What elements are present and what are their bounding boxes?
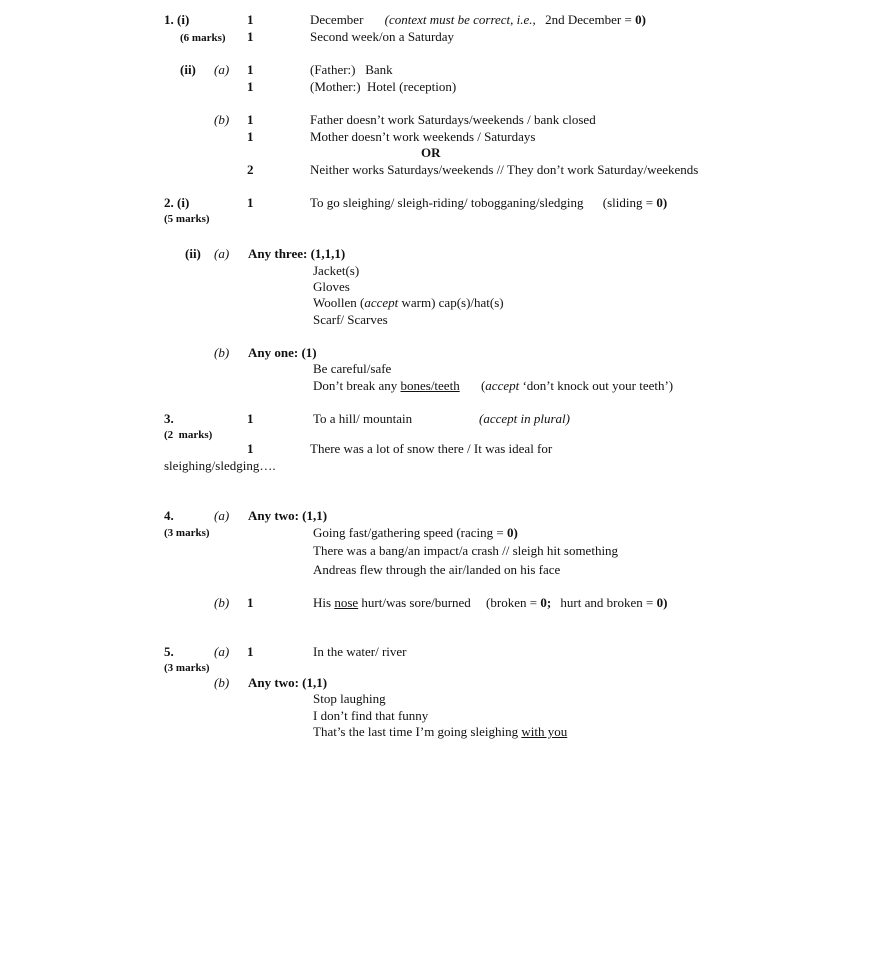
q1-ii-a-line2: (Mother:) Hotel (reception) [310, 79, 457, 94]
list-item [313, 724, 567, 740]
q5-number: 5. [164, 644, 174, 659]
q1-marks: (6 marks) [180, 32, 226, 44]
q1-ii-a-mark1: 1 [247, 62, 254, 77]
q3-mark2: 1 [247, 441, 254, 456]
list-item: Jacket(s) [313, 263, 360, 278]
q1-ii-a-mark2: 1 [247, 79, 254, 94]
q4-b-line [313, 595, 667, 611]
q1-ii-a-label: (a) [214, 62, 230, 77]
list-item [313, 378, 673, 394]
q4-b-label: (b) [214, 595, 230, 610]
q2-marks: (5 marks) [164, 213, 210, 225]
list-item [313, 295, 504, 311]
q5-b-heading: Any two: (1,1) [248, 675, 328, 690]
q1-i-line1 [310, 12, 646, 28]
q1-ii-b-label: (b) [214, 112, 230, 127]
list-item: There was a bang/an impact/a crash // sleigh hit something [313, 543, 619, 558]
q4-a-heading: Any two: (1,1) [248, 508, 328, 523]
q5-b-item3-pre: That’s the last time I’m going sleighing [313, 724, 522, 739]
q1-ii-b-mark1: 1 [247, 112, 254, 127]
q3-marks: (2 marks) [164, 429, 213, 441]
q1-ii-b-line3: Neither works Saturdays/weekends // They don’t work Saturday/weekends [310, 162, 699, 177]
q1-ii-label: (ii) [180, 62, 196, 77]
q3-line2-cont: sleighing/sledging…. [164, 458, 276, 473]
q2-i-answer: To go sleighing/ sleigh-riding/ tobogganing/sledging [310, 195, 584, 210]
list-item: Be careful/safe [313, 361, 392, 376]
q1-ii-b-line2: Mother doesn’t work weekends / Saturdays [310, 129, 536, 144]
q5-marks: (3 marks) [164, 662, 210, 674]
q1-i-context: (context must be correct, i.e., [384, 12, 536, 27]
q1-i-date: 2nd December = [545, 12, 632, 27]
q4-b-note2: hurt and broken = [560, 595, 654, 610]
q2-i-line [310, 195, 667, 211]
q2-ii-b-label: (b) [214, 345, 230, 360]
q2-ii-b-heading: Any one: (1) [248, 345, 317, 360]
q2-item3-accept: accept [364, 295, 399, 310]
list-item [313, 525, 518, 541]
q2-ii-label: (ii) [185, 246, 201, 261]
q1-ii-a-line1: (Father:) Bank [310, 62, 393, 77]
q2-item3-pre: Woollen ( [313, 295, 365, 310]
q2-item3-post: warm) cap(s)/hat(s) [398, 295, 504, 310]
q1-i-answer: December [310, 12, 364, 27]
q4-a-item1-zero: 0) [506, 525, 518, 540]
q1-ii-b-mark2: 1 [247, 129, 254, 144]
q4-b-underlined: nose [334, 595, 359, 610]
q1-i-zero: 0) [635, 12, 646, 27]
list-item: Stop laughing [313, 691, 386, 706]
q4-marks: (3 marks) [164, 527, 210, 539]
q4-b-note2-zero: 0) [656, 595, 668, 610]
q1-i-mark1: 1 [247, 12, 254, 27]
q2-i-zero: 0) [656, 195, 668, 210]
q2-number: 2. (i) [164, 195, 190, 210]
q5-a-label: (a) [214, 644, 230, 659]
q1-i-mark2: 1 [247, 29, 254, 44]
q2-i-mark: 1 [247, 195, 254, 210]
q1-i-line2: Second week/on a Saturday [310, 29, 455, 44]
q2-b-item2-note-pre: ( [480, 378, 486, 393]
list-item: I don’t find that funny [313, 708, 429, 723]
q5-b-label: (b) [214, 675, 230, 690]
q3-number: 3. [164, 411, 174, 426]
list-item: Andreas flew through the air/landed on his face [313, 562, 561, 577]
q4-a-item1-pre: Going fast/gathering speed (racing = [313, 525, 504, 540]
q2-b-item2-pre: Don’t break any [313, 378, 401, 393]
q1-number: 1. (i) [164, 12, 190, 27]
q4-b-note1: (broken = [486, 595, 538, 610]
q2-b-item2-underlined: bones/teeth [400, 378, 460, 393]
q2-ii-a-label: (a) [214, 246, 230, 261]
q1-or: OR [421, 145, 441, 160]
q3-mark1: 1 [247, 411, 254, 426]
q2-i-note: (sliding = [602, 195, 654, 210]
q2-b-item2-note-post: ‘don’t knock out your teeth’) [519, 378, 674, 393]
q4-b-pre: His [313, 595, 335, 610]
list-item: Scarf/ Scarves [313, 312, 388, 327]
list-item: Gloves [313, 279, 350, 294]
q2-ii-a-heading: Any three: (1,1,1) [248, 246, 346, 261]
q2-b-item2-accept: accept [485, 378, 520, 393]
q4-b-post: hurt/was sore/burned [358, 595, 471, 610]
q3-line1: To a hill/ mountain [313, 411, 413, 426]
q4-b-mark: 1 [247, 595, 254, 610]
q4-b-note1-zero: 0; [540, 595, 552, 610]
q1-ii-b-line1: Father doesn’t work Saturdays/weekends / bank closed [310, 112, 596, 127]
q4-a-label: (a) [214, 508, 230, 523]
q1-ii-b-mark3: 2 [247, 162, 254, 177]
q3-note1: (accept in plural) [479, 411, 570, 426]
q4-number: 4. [164, 508, 174, 523]
q3-line2: There was a lot of snow there / It was ideal for [310, 441, 553, 456]
q5-a-line: In the water/ river [313, 644, 407, 659]
q5-b-item3-underlined: with you [521, 724, 568, 739]
q5-a-mark: 1 [247, 644, 254, 659]
